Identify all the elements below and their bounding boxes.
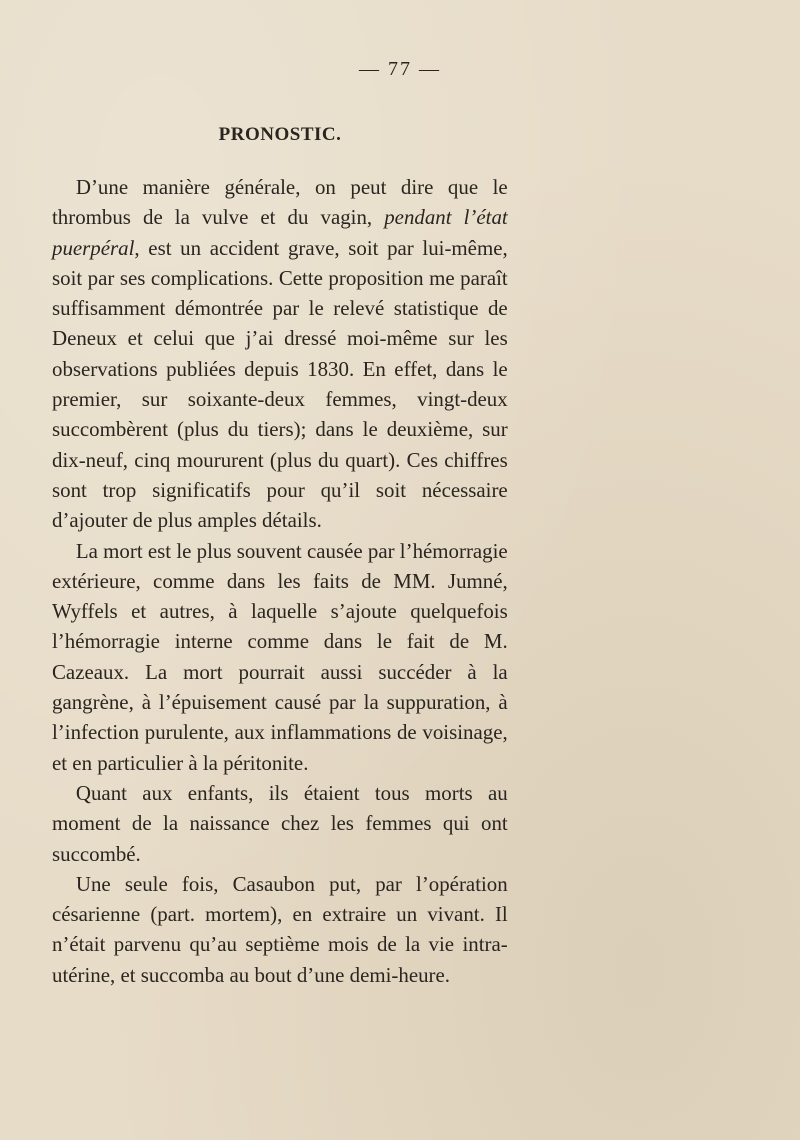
section-title: PRONOSTIC.	[218, 124, 342, 145]
body-text	[52, 172, 508, 990]
paragraph-3: Quant aux enfants, ils étaient tous morts au moment de la naissance chez les femmes qui ont succombé.	[52, 780, 508, 866]
page-number: — 77 —	[359, 58, 441, 80]
paragraph-1-part-1: D’une manière générale, on peut dire que le thrombus de la vulve et du vagin,	[52, 175, 508, 230]
paragraph-1	[52, 172, 508, 536]
paragraph-1-part-2: , est un accident grave, soit par lui-même, soit par ses complications. Cette proposition me paraît suffisamment démontrée par le relevé statistique de Deneux et celui que j’ai dressé moi-même sur les observations publiées depuis 1830. En effet, dans le premier, sur soixante-deux femmes, vingt-deux succombèrent (plus du tiers); dans le deuxième, sur dix-neuf, cinq moururent (plus du quart). Ces chiffres sont trop significatifs pour qu’il soit nécessaire d’ajouter de plus amples détails.	[52, 235, 508, 533]
paragraph-4: Une seule fois, Casaubon put, par l’opération césarienne (part. mortem), en extraire un vivant. Il n’était parvenu qu’au septième mois de la vie intra-utérine, et succomba au bout d’une demi-heure.	[52, 871, 508, 987]
paragraph-2: La mort est le plus souvent causée par l’hémorragie extérieure, comme dans les faits de MM. Jumné, Wyffels et autres, à laquelle s’ajoute quelquefois l’hémorragie interne comme dans le fait de M. Cazeaux. La mort pourrait aussi succéder à la gangrène, à l’épuisement causé par la suppuration, à l’infection purulente, aux inflammations de voisinage, et en particulier à la péritonite.	[52, 538, 508, 775]
paragraph-1-italic-phrase: pendant l’état puerpéral	[52, 205, 508, 260]
